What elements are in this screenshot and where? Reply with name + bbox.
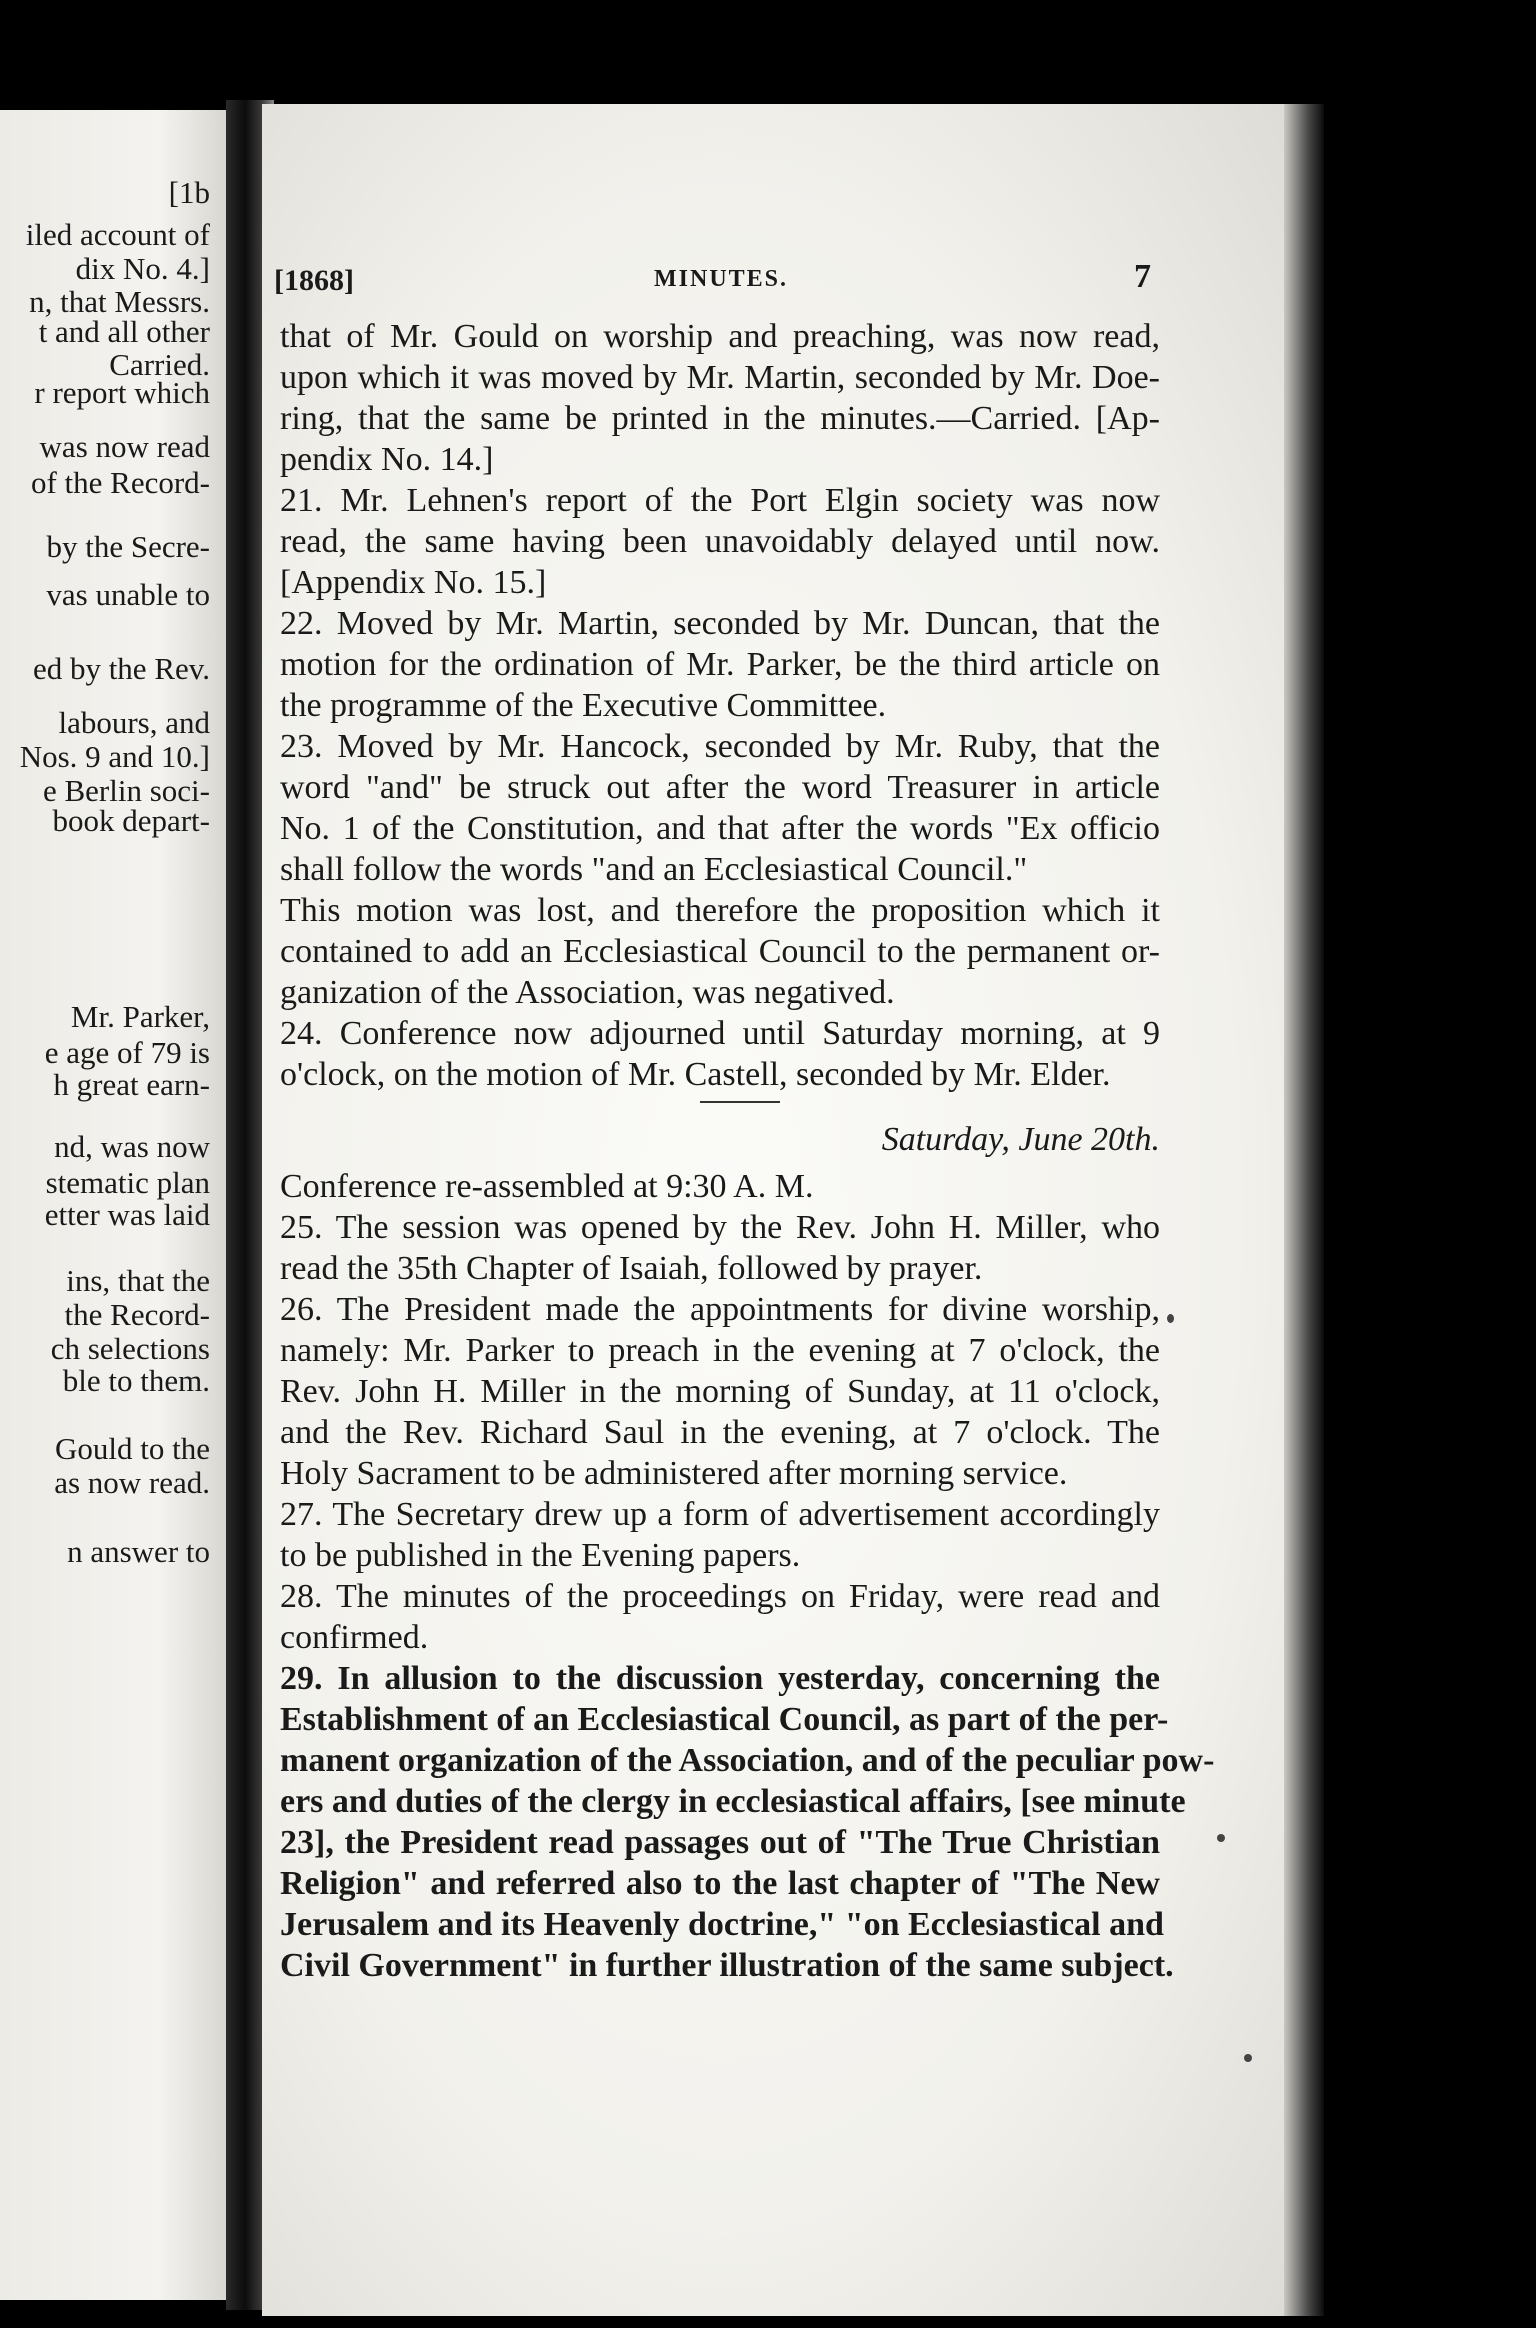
left-page-bracket-fragment: [1868] [274, 264, 354, 297]
left-margin-fragment: as now read. [54, 1465, 210, 1500]
minutes-line: Civil Government" in further illustration of the same subject. [280, 1947, 1174, 1984]
minutes-line: manent organization of the Association, and of the peculiar pow- [280, 1742, 1215, 1779]
date-heading: Saturday, June 20th. [881, 1121, 1160, 1158]
minutes-line: pendix No. 14.] [280, 441, 494, 478]
minutes-line: Religion" and referred also to the last chapter of "The New [280, 1865, 1160, 1902]
left-margin-fragment: was now read [39, 429, 210, 464]
minutes-line: Establishment of an Ecclesiastical Council, as part of the per- [280, 1701, 1169, 1738]
left-margin-fragment: ins, that the [66, 1263, 210, 1298]
left-margin-fragment: etter was laid [44, 1197, 210, 1232]
left-margin-fragment: nd, was now [54, 1129, 210, 1164]
left-page-fragment [0, 110, 226, 2300]
minutes-line: confirmed. [280, 1619, 429, 1656]
left-margin-fragment: [1b [168, 175, 210, 210]
running-title: MINUTES. [654, 266, 789, 292]
page-number: 7 [1134, 258, 1151, 295]
minutes-line: word "and" be struck out after the word Treasurer in article [280, 769, 1160, 806]
ink-speck [1244, 2054, 1252, 2062]
minutes-line: 26. The President made the appointments for divine worship, [280, 1291, 1160, 1328]
minutes-line: Rev. John H. Miller in the morning of Sunday, at 11 o'clock, [280, 1373, 1160, 1410]
minutes-line: contained to add an Ecclesiastical Council to the permanent or- [280, 933, 1160, 970]
left-margin-fragment: ed by the Rev. [32, 651, 210, 686]
minutes-line: 24. Conference now adjourned until Saturday morning, at 9 [280, 1015, 1160, 1052]
left-margin-fragment: dix No. 4.] [75, 251, 210, 286]
page-header [274, 254, 1274, 297]
left-margin-fragment: Gould to the [55, 1431, 210, 1466]
minutes-line: 28. The minutes of the proceedings on Friday, were read and [280, 1578, 1160, 1615]
minutes-line: and the Rev. Richard Saul in the evening, at 7 o'clock. The [280, 1414, 1160, 1451]
left-margin-fragment: Nos. 9 and 10.] [19, 739, 210, 774]
minutes-line: Conference re-assembled at 9:30 A. M. [280, 1168, 814, 1205]
minutes-line: to be published in the Evening papers. [280, 1537, 801, 1574]
left-margin-fragment: of the Record- [30, 465, 210, 500]
minutes-line: upon which it was moved by Mr. Martin, seconded by Mr. Doe- [280, 359, 1160, 396]
minutes-line: the programme of the Executive Committee. [280, 687, 887, 724]
left-margin-fragment: ch selections [50, 1331, 210, 1366]
page-edge-shadow [1284, 104, 1324, 2316]
left-margin-fragment: book depart- [52, 803, 210, 838]
minutes-line: that of Mr. Gould on worship and preaching, was now read, [280, 318, 1160, 355]
left-margin-fragment: r report which [34, 375, 210, 410]
minutes-line: 22. Moved by Mr. Martin, seconded by Mr. Duncan, that the [280, 605, 1160, 642]
minutes-line: 21. Mr. Lehnen's report of the Port Elgin society was now [280, 482, 1160, 519]
minutes-line: Holy Sacrament to be administered after morning service. [280, 1455, 1068, 1492]
left-margin-fragment: e Berlin soci- [42, 773, 210, 808]
right-page [262, 104, 1284, 2316]
minutes-line: No. 1 of the Constitution, and that after the words "Ex officio [280, 810, 1160, 847]
left-margin-fragment: n answer to [67, 1534, 210, 1569]
minutes-line: shall follow the words "and an Ecclesiastical Council." [280, 851, 1028, 888]
left-margin-fragment: e age of 79 is [44, 1035, 210, 1070]
minutes-line: 25. The session was opened by the Rev. John H. Miller, who [280, 1209, 1160, 1246]
minutes-line: 27. The Secretary drew up a form of advertisement accordingly [280, 1496, 1160, 1533]
left-margin-fragment: n, that Messrs. [29, 284, 210, 319]
left-margin-fragment: vas unable to [46, 577, 210, 612]
left-margin-fragment: stematic plan [45, 1165, 210, 1200]
left-margin-fragment: Carried. [109, 347, 210, 382]
minutes-line: motion for the ordination of Mr. Parker, be the third article on [280, 646, 1160, 683]
left-margin-fragment: labours, and [58, 705, 210, 740]
minutes-line: namely: Mr. Parker to preach in the evening at 7 o'clock, the [280, 1332, 1160, 1369]
minutes-line: read the 35th Chapter of Isaiah, followed by prayer. [280, 1250, 983, 1287]
minutes-line: [Appendix No. 15.] [280, 564, 547, 601]
minutes-line: read, the same having been unavoidably delayed until now. [280, 523, 1160, 560]
left-margin-fragment: Mr. Parker, [70, 999, 210, 1034]
left-margin-fragment: h great earn- [53, 1067, 210, 1102]
minutes-line: Jerusalem and its Heavenly doctrine," "on Ecclesiastical and [280, 1906, 1164, 1943]
ink-speck [1167, 1314, 1174, 1323]
minutes-line: 29. In allusion to the discussion yesterday, concerning the [280, 1660, 1160, 1697]
minutes-line: ganization of the Association, was negatived. [280, 974, 895, 1011]
minutes-line: ers and duties of the clergy in ecclesiastical affairs, [see minute [280, 1783, 1186, 1820]
section-divider-rule [700, 1101, 780, 1103]
left-margin-fragment: t and all other [38, 314, 210, 349]
minutes-line: This motion was lost, and therefore the proposition which it [280, 892, 1160, 929]
minutes-line: ring, that the same be printed in the minutes.—Carried. [Ap- [280, 400, 1160, 437]
left-margin-fragment: by the Secre- [46, 529, 210, 564]
left-margin-fragment: iled account of [25, 217, 210, 252]
left-margin-fragment: the Record- [64, 1297, 210, 1332]
minutes-line: o'clock, on the motion of Mr. Castell, seconded by Mr. Elder. [280, 1056, 1111, 1093]
minutes-line: 23], the President read passages out of "The True Christian [280, 1824, 1160, 1861]
minutes-line: 23. Moved by Mr. Hancock, seconded by Mr. Ruby, that the [280, 728, 1160, 765]
left-margin-fragment: ble to them. [62, 1363, 210, 1398]
ink-speck [1217, 1834, 1225, 1842]
